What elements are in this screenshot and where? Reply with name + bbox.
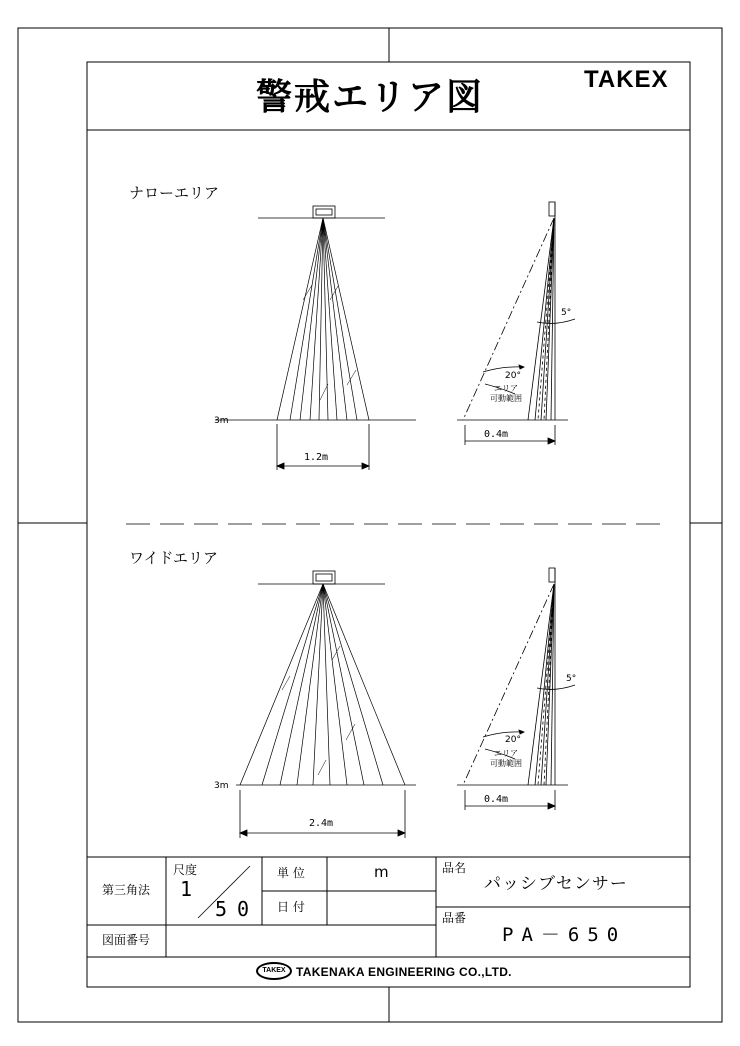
product-name: パッシブセンサー <box>484 874 628 894</box>
narrow-height-label: 3m <box>214 416 229 426</box>
scale-numerator: 1 <box>180 877 203 901</box>
narrow-front-view <box>215 206 416 470</box>
narrow-area-label: ナローエリア <box>129 184 220 202</box>
wide-side-view <box>457 568 575 810</box>
part-no-label: 品番 <box>442 911 467 925</box>
date-label: 日 付 <box>277 900 305 914</box>
wide-offset-label: 0.4m <box>484 794 509 805</box>
narrow-width-label: 1.2m <box>304 452 329 463</box>
scale-label: 尺度 <box>173 863 198 877</box>
wide-angle-large: 20° <box>505 735 521 745</box>
narrow-offset-label: 0.4m <box>484 429 509 440</box>
unit-value: m <box>374 863 389 881</box>
sensor-lens <box>316 209 332 215</box>
brand-logo: TAKEX <box>584 66 669 93</box>
product-name-label: 品名 <box>442 861 467 875</box>
scale-denominator: 50 <box>215 897 260 921</box>
page-title: 警戒エリア図 <box>255 77 484 118</box>
unit-label: 単 位 <box>277 866 305 880</box>
drawing-no-label: 図面番号 <box>102 933 151 947</box>
wide-range-note-2: 可動範囲 <box>490 759 522 768</box>
wide-range-note-1: エリア <box>494 749 518 758</box>
narrow-angle-small: 5° <box>561 308 572 318</box>
narrow-side-view <box>457 202 575 445</box>
company-logo-text: TAKEX <box>262 967 286 974</box>
wide-area-label: ワイドエリア <box>129 549 218 567</box>
wide-angle-small: 5° <box>566 674 577 684</box>
sensor-lens <box>316 574 332 581</box>
projection-label: 第三角法 <box>102 883 151 897</box>
part-number: PA－650 <box>502 924 627 946</box>
narrow-angle-large: 20° <box>505 371 521 381</box>
sensor-side <box>549 568 555 582</box>
wide-width-label: 2.4m <box>309 818 334 829</box>
company-name: TAKENAKA ENGINEERING CO.,LTD. <box>296 965 512 979</box>
outer-border <box>18 28 722 1022</box>
narrow-range-note-2: 可動範囲 <box>490 394 522 403</box>
wide-front-view <box>236 571 416 838</box>
wide-height-label: 3m <box>214 781 229 791</box>
narrow-range-note-1: エリア <box>494 384 518 393</box>
sensor-side <box>549 202 555 216</box>
